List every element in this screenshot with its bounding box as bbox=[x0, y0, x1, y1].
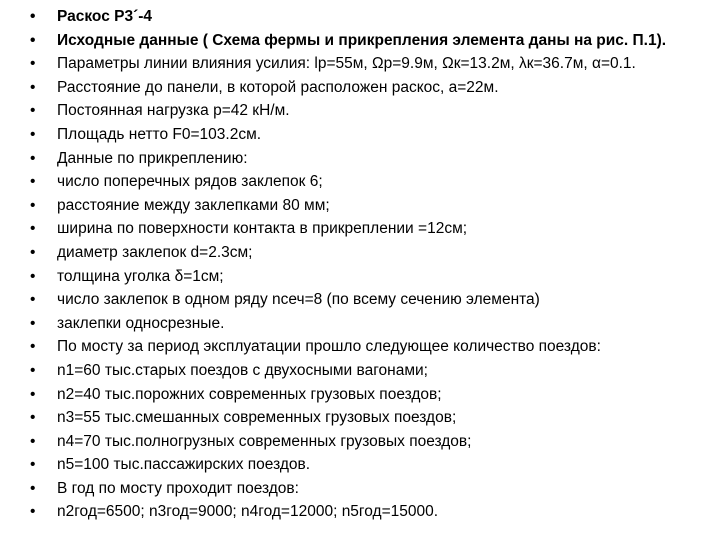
bullet-dot-icon: • bbox=[30, 409, 36, 427]
bullet-dot-icon: • bbox=[30, 385, 36, 403]
bullet-text: толщина уголка δ=1см; bbox=[57, 267, 224, 285]
bullet-item bbox=[30, 409, 670, 426]
bullet-dot-icon: • bbox=[30, 338, 36, 356]
bullet-dot-icon: • bbox=[30, 196, 36, 214]
bullet-text: Параметры линии влияния усилия: lр=55м, Ωр=9.9м, Ωк=13.2м, λк=36.7м, α=0.1. bbox=[57, 55, 636, 73]
bullet-text: расстояние между заклепками 80 мм; bbox=[57, 196, 330, 214]
bullet-dot-icon: • bbox=[30, 291, 36, 309]
bullet-item bbox=[30, 126, 670, 143]
bullet-item bbox=[30, 173, 670, 190]
bullet-dot-icon: • bbox=[30, 314, 36, 332]
bullet-item bbox=[30, 456, 670, 473]
bullet-item bbox=[30, 55, 670, 72]
bullet-list bbox=[30, 8, 670, 527]
bullet-dot-icon: • bbox=[30, 361, 36, 379]
bullet-item bbox=[30, 150, 670, 167]
bullet-dot-icon: • bbox=[30, 503, 36, 521]
bullet-text: Постоянная нагрузка р=42 кН/м. bbox=[57, 102, 290, 120]
bullet-text: число заклепок в одном ряду nсеч=8 (по всему сечению элемента) bbox=[57, 291, 540, 309]
bullet-item bbox=[30, 386, 670, 403]
bullet-text: число поперечных рядов заклепок 6; bbox=[57, 173, 323, 191]
bullet-text: n5=100 тыс.пассажирских поездов. bbox=[57, 456, 311, 474]
bullet-item bbox=[30, 362, 670, 379]
bullet-text: По мосту за период эксплуатации прошло следующее количество поездов: bbox=[57, 338, 601, 356]
bullet-item bbox=[30, 197, 670, 214]
bullet-item bbox=[30, 480, 670, 497]
bullet-item bbox=[30, 503, 670, 520]
bullet-dot-icon: • bbox=[30, 125, 36, 143]
bullet-text: Площадь нетто F0=103.2см. bbox=[57, 125, 262, 143]
bullet-dot-icon: • bbox=[30, 432, 36, 450]
bullet-item bbox=[30, 338, 670, 355]
bullet-text: Исходные данные ( Схема фермы и прикрепления элемента даны на рис. П.1). bbox=[57, 31, 667, 49]
bullet-text: ширина по поверхности контакта в прикреплении =12см; bbox=[57, 220, 468, 238]
bullet-dot-icon: • bbox=[30, 243, 36, 261]
bullet-dot-icon: • bbox=[30, 173, 36, 191]
bullet-dot-icon: • bbox=[30, 102, 36, 120]
bullet-text: Расстояние до панели, в которой расположен раскос, а=22м. bbox=[57, 78, 499, 96]
bullet-text: В год по мосту проходит поездов: bbox=[57, 479, 299, 497]
bullet-dot-icon: • bbox=[30, 479, 36, 497]
bullet-item bbox=[30, 8, 670, 25]
bullet-item bbox=[30, 268, 670, 285]
bullet-item bbox=[30, 433, 670, 450]
bullet-text: n2год=6500; n3год=9000; n4год=12000; n5год=15000. bbox=[57, 503, 439, 521]
bullet-text: Данные по прикреплению: bbox=[57, 149, 248, 167]
bullet-dot-icon: • bbox=[30, 456, 36, 474]
bullet-text: n1=60 тыс.старых поездов с двухосными вагонами; bbox=[57, 361, 428, 379]
bullet-text: диаметр заклепок d=2.3см; bbox=[57, 243, 253, 261]
bullet-text: n4=70 тыс.полногрузных современных грузовых поездов; bbox=[57, 432, 472, 450]
bullet-dot-icon: • bbox=[30, 8, 36, 25]
bullet-dot-icon: • bbox=[30, 78, 36, 96]
bullet-item bbox=[30, 32, 670, 49]
bullet-text: Раскос Р3´-4 bbox=[57, 8, 153, 25]
bullet-item bbox=[30, 102, 670, 119]
bullet-text: заклепки односрезные. bbox=[57, 314, 225, 332]
bullet-item bbox=[30, 79, 670, 96]
bullet-text: n2=40 тыс.порожних современных грузовых поездов; bbox=[57, 385, 442, 403]
bullet-dot-icon: • bbox=[30, 31, 36, 49]
bullet-dot-icon: • bbox=[30, 149, 36, 167]
bullet-item bbox=[30, 244, 670, 261]
bullet-text: n3=55 тыс.смешанных современных грузовых поездов; bbox=[57, 409, 457, 427]
bullet-item bbox=[30, 291, 670, 308]
bullet-item bbox=[30, 315, 670, 332]
bullet-dot-icon: • bbox=[30, 267, 36, 285]
bullet-dot-icon: • bbox=[30, 55, 36, 73]
bullet-item bbox=[30, 220, 670, 237]
bullet-dot-icon: • bbox=[30, 220, 36, 238]
